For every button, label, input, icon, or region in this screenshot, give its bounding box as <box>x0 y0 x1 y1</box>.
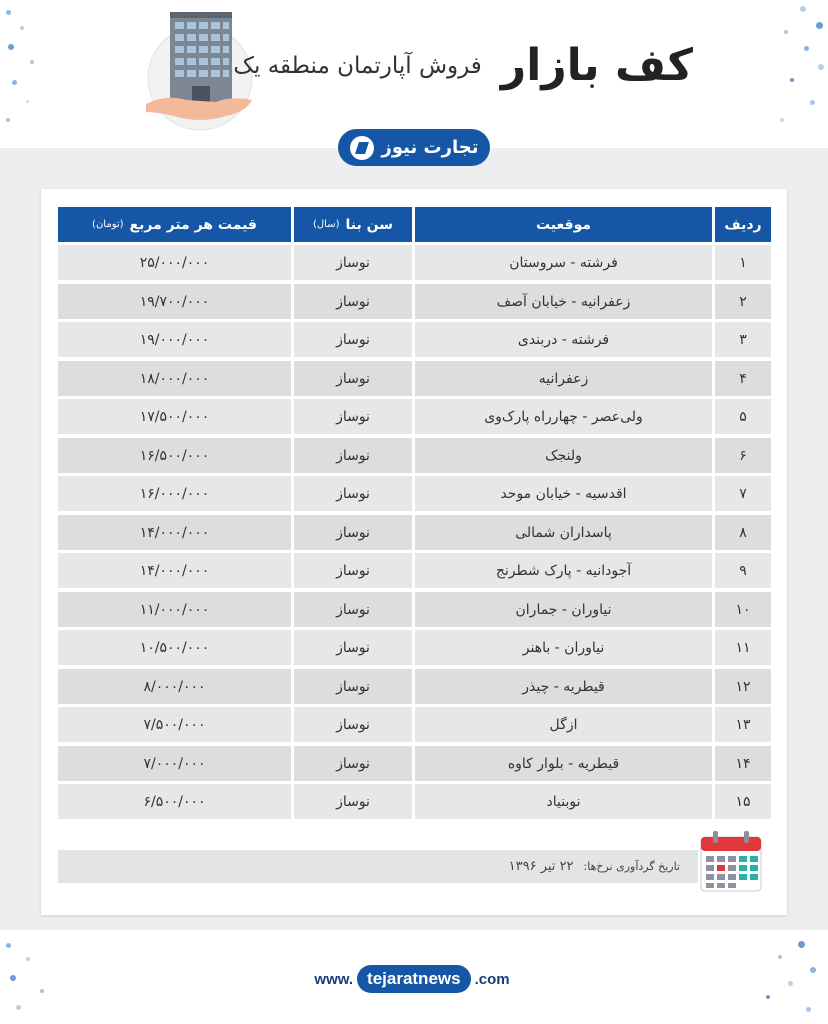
cell-age: نوساز <box>294 438 412 473</box>
cell-location: زعفرانیه <box>415 361 712 396</box>
footer-www: www. <box>314 970 354 988</box>
cell-radif: ۸ <box>715 515 771 550</box>
collection-date-bar <box>58 850 698 883</box>
brand-logo-text: تجارت نیوز <box>381 137 479 158</box>
cell-radif: ۴ <box>715 361 771 396</box>
cell-location: ولنجک <box>415 438 712 473</box>
cell-price: ۱۷/۵۰۰/۰۰۰ <box>58 399 291 434</box>
dots-top-right <box>760 0 828 140</box>
cell-age: نوساز <box>294 707 412 742</box>
cell-price: ۸/۰۰۰/۰۰۰ <box>58 669 291 704</box>
page-subtitle: فروش آپارتمان منطقه یک <box>233 52 482 79</box>
header-title <box>233 40 693 91</box>
cell-age: نوساز <box>294 592 412 627</box>
cell-location: قیطریه - چیذر <box>415 669 712 704</box>
cell-radif: ۱۰ <box>715 592 771 627</box>
cell-age: نوساز <box>294 284 412 319</box>
cell-location: اقدسیه - خیابان موحد <box>415 476 712 511</box>
cell-age: نوساز <box>294 784 412 819</box>
cell-radif: ۷ <box>715 476 771 511</box>
cell-price: ۲۵/۰۰۰/۰۰۰ <box>58 245 291 280</box>
cell-radif: ۱۳ <box>715 707 771 742</box>
cell-location: فرشته - سروستان <box>415 245 712 280</box>
cell-age: نوساز <box>294 669 412 704</box>
cell-age: نوساز <box>294 746 412 781</box>
cell-location: نوبنیاد <box>415 784 712 819</box>
logo-mark-icon <box>350 136 374 160</box>
footer-website[interactable] <box>297 963 527 995</box>
cell-location: نیاوران - جماران <box>415 592 712 627</box>
cell-radif: ۳ <box>715 322 771 357</box>
cell-radif: ۹ <box>715 553 771 588</box>
brand-logo[interactable] <box>338 129 490 166</box>
cell-location: ولی‌عصر - چهارراه پارک‌وی <box>415 399 712 434</box>
cell-location: زعفرانیه - خیابان آصف <box>415 284 712 319</box>
cell-radif: ۱ <box>715 245 771 280</box>
cell-age: نوساز <box>294 476 412 511</box>
cell-radif: ۱۵ <box>715 784 771 819</box>
cell-age: نوساز <box>294 322 412 357</box>
cell-location: پاسداران شمالی <box>415 515 712 550</box>
cell-age: نوساز <box>294 361 412 396</box>
cell-location: آجودانیه - پارک شطرنج <box>415 553 712 588</box>
price-table-card <box>41 189 787 915</box>
cell-price: ۷/۰۰۰/۰۰۰ <box>58 746 291 781</box>
footer-brand: tejaratnews <box>357 965 471 993</box>
cell-price: ۱۴/۰۰۰/۰۰۰ <box>58 553 291 588</box>
column-header-radif: ردیف <box>715 207 771 242</box>
cell-radif: ۵ <box>715 399 771 434</box>
cell-price: ۱۸/۰۰۰/۰۰۰ <box>58 361 291 396</box>
cell-radif: ۱۲ <box>715 669 771 704</box>
dots-bottom-right <box>748 935 828 1024</box>
hand-icon <box>146 98 252 120</box>
cell-price: ۶/۵۰۰/۰۰۰ <box>58 784 291 819</box>
collection-date-value: ۲۲ تیر ۱۳۹۶ <box>508 859 574 874</box>
cell-price: ۱۱/۰۰۰/۰۰۰ <box>58 592 291 627</box>
cell-price: ۱۶/۵۰۰/۰۰۰ <box>58 438 291 473</box>
page-title: کف بازار <box>500 40 693 91</box>
cell-age: نوساز <box>294 553 412 588</box>
cell-price: ۱۹/۰۰۰/۰۰۰ <box>58 322 291 357</box>
cell-price: ۱۶/۰۰۰/۰۰۰ <box>58 476 291 511</box>
collection-date-label: تاریخ گردآوری نرخ‌ها: <box>583 860 680 873</box>
column-header-price: قیمت هر متر مربع (تومان) <box>58 207 291 242</box>
cell-age: نوساز <box>294 515 412 550</box>
column-header-age: سن بنا (سال) <box>294 207 412 242</box>
dots-top-left <box>0 0 60 140</box>
dots-bottom-left <box>0 935 70 1024</box>
cell-price: ۱۰/۵۰۰/۰۰۰ <box>58 630 291 665</box>
cell-location: فرشته - دربندی <box>415 322 712 357</box>
cell-price: ۱۹/۷۰۰/۰۰۰ <box>58 284 291 319</box>
cell-price: ۷/۵۰۰/۰۰۰ <box>58 707 291 742</box>
calendar-icon <box>699 829 763 893</box>
cell-location: ازگل <box>415 707 712 742</box>
cell-age: نوساز <box>294 399 412 434</box>
cell-age: نوساز <box>294 245 412 280</box>
column-header-location: موقعیت <box>415 207 712 242</box>
cell-radif: ۲ <box>715 284 771 319</box>
cell-radif: ۶ <box>715 438 771 473</box>
cell-age: نوساز <box>294 630 412 665</box>
cell-radif: ۱۴ <box>715 746 771 781</box>
cell-radif: ۱۱ <box>715 630 771 665</box>
cell-location: نیاوران - باهنر <box>415 630 712 665</box>
footer-com: .com <box>474 970 510 988</box>
cell-price: ۱۴/۰۰۰/۰۰۰ <box>58 515 291 550</box>
cell-location: قیطریه - بلوار کاوه <box>415 746 712 781</box>
